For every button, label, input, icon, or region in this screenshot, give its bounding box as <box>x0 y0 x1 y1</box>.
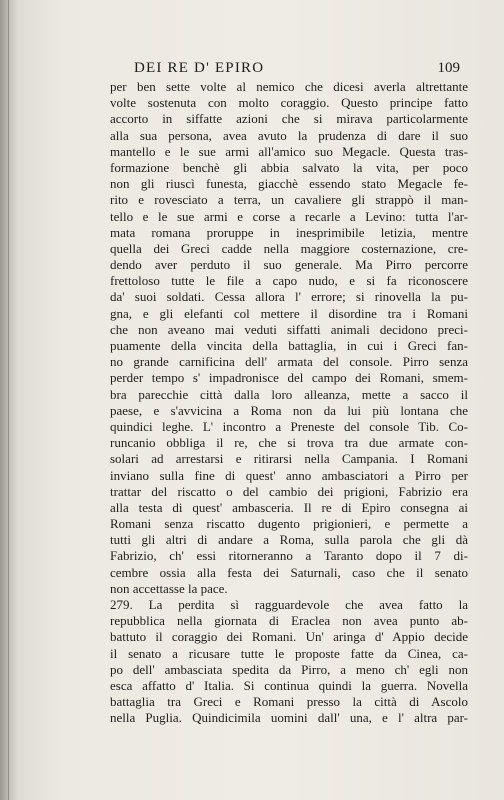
text-line: bra parecchie città dalla loro alleanza, mette a sacco il <box>110 386 468 402</box>
text-line: tello e le sue armi e corse a recarle a Levino: tutta l'ar- <box>110 208 468 224</box>
text-line: runcanio obbliga il re, che si trova tra due armate con- <box>110 435 468 451</box>
text-line: nella Puglia. Quindicimila uomini dall' una, e l' altra par- <box>110 710 468 726</box>
text-line: inviano sulla fine di quest' anno ambasciatori a Pirro per <box>110 467 468 483</box>
text-line: tutti gli altri di andare a Roma, sulla parola che gli dà <box>110 532 468 548</box>
text-line: non gli riuscì funesta, giacchè essendo stato Megacle fe- <box>110 176 468 192</box>
page-number: 109 <box>437 60 460 76</box>
text-line: solari ad arrestarsi e ritirarsi nella Campania. I Romani <box>110 451 468 467</box>
text-line: 279. La perdita sì ragguardevole che avea fatto la <box>110 597 468 612</box>
text-line: volte sostenuta con molto coraggio. Questo principe fatto <box>110 95 468 111</box>
spine-shadow <box>0 0 18 800</box>
text-line: alla testa di quest' ambasceria. Il re di Epiro consegna ai <box>110 499 468 515</box>
text-line: puamente della vincita della battaglia, in cui i Greci fan- <box>110 338 468 353</box>
text-line: accorto in siffatte azioni che si mirava particolarmente <box>110 111 468 127</box>
text-line: cembre ossia alla festa dei Saturnali, caso che il senato <box>110 564 468 580</box>
text-line: quindici leghe. L' incontro a Preneste del console Tib. Co- <box>110 418 468 434</box>
text-line: po dell' ambasciata spedita da Pirro, a meno ch' egli non <box>110 661 468 677</box>
text-line: trattar del riscatto o del cambio dei prigioni, Fabrizio era <box>110 483 468 499</box>
text-line: gna, e gli elefanti col mettere il disordine tra i Romani <box>110 305 468 321</box>
text-line: mantello e le sue armi all'amico suo Megacle. Questa tras- <box>110 143 468 159</box>
text-line: repubblica nella giornata di Eraclea non avea punto ab- <box>110 613 468 629</box>
text-line: da' suoi soldati. Cessa allora l' errore; si rinovella la pu- <box>110 289 468 305</box>
text-line: perder tempo s' impadronisce del campo dei Romani, smem- <box>110 370 468 386</box>
text-line: per ben sette volte al nemico che dicesi averla altrettante <box>110 79 468 94</box>
text-line: battaglia tra Greci e Romani presso la città di Ascolo <box>110 694 468 710</box>
running-title: DEI RE D' EPIRO <box>134 60 265 76</box>
text-line: formazione benchè gli abbia salvato la vita, per poco <box>110 159 468 175</box>
body-text <box>110 79 468 727</box>
text-line: Fabrizio, ch' essi ritorneranno a Taranto dopo il 7 di- <box>110 548 468 564</box>
text-line: Romani senza riscatto dugento prigionieri, e permette a <box>110 516 468 532</box>
text-line: quella dei Greci cadde nella maggiore costernazione, cre- <box>110 240 468 256</box>
text-line: rito e rovesciato a terra, un cavaliere gli strappò il man- <box>110 192 468 208</box>
text-line: frettoloso tutte le file a capo nudo, e si fa riconoscere <box>110 273 468 289</box>
text-line: alla sua persona, avea avuto la prudenza di dare il suo <box>110 127 468 143</box>
text-line: non accettasse la pace. <box>110 580 228 596</box>
text-line: battuto il coraggio dei Romani. Un' aringa d' Appio decide <box>110 629 468 645</box>
text-line: che non aveano mai veduti siffatti animali decidono preci- <box>110 321 468 337</box>
text-line: mata romana proruppe in inesprimibile letizia, mentre <box>110 224 468 240</box>
text-line: il senato a ricusare tutte le proposte fatte da Cinea, ca- <box>110 645 468 661</box>
text-line: no grande carnificina dell' armata del console. Pirro senza <box>110 354 468 370</box>
page-edge <box>8 0 9 800</box>
text-line: esca affatto d' Italia. Si continua quindi la guerra. Novella <box>110 677 468 693</box>
text-line: dendo aver perduto il suo generale. Ma Pirro percorre <box>110 257 468 273</box>
text-line: paese, e s'avvicina a Roma non da lui più lontana che <box>110 402 468 418</box>
